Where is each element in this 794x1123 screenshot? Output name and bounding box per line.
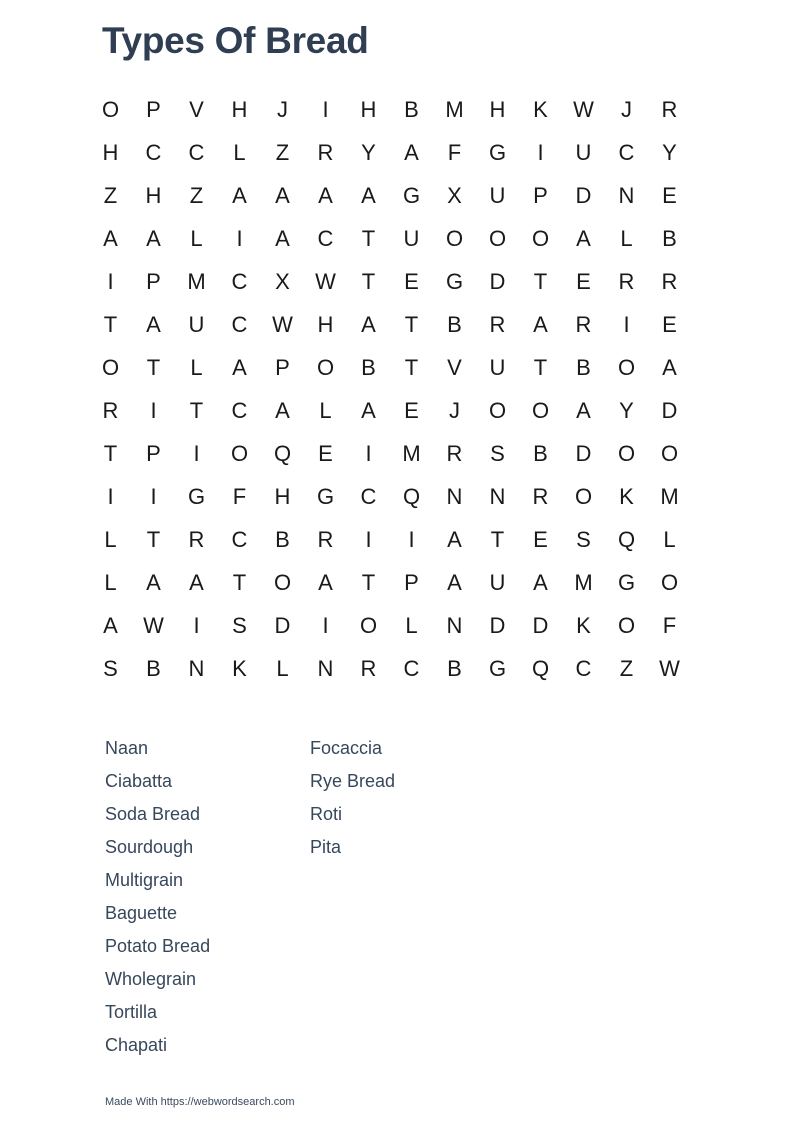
grid-letter[interactable]: G (316, 483, 335, 509)
grid-letter[interactable]: I (236, 225, 243, 251)
grid-letter[interactable]: W (573, 96, 594, 122)
grid-row (89, 131, 691, 174)
grid-row (89, 561, 691, 604)
grid-letter[interactable]: K (533, 96, 548, 122)
grid-letter[interactable]: M (402, 440, 421, 466)
grid-letter[interactable]: T (404, 354, 419, 380)
grid-letter[interactable]: S (103, 655, 118, 681)
grid-letter[interactable]: X (447, 182, 462, 208)
grid-letter[interactable]: M (445, 96, 464, 122)
word-list-column-1 (105, 736, 310, 1066)
grid-letter[interactable]: T (189, 397, 204, 423)
grid-letter[interactable]: L (104, 526, 117, 552)
grid-letter[interactable]: N (188, 655, 205, 681)
grid-letter[interactable]: U (188, 311, 205, 337)
grid-letter[interactable]: L (233, 139, 246, 165)
grid-letter[interactable]: E (404, 397, 419, 423)
grid-row (89, 432, 691, 475)
grid-letter[interactable]: M (574, 569, 593, 595)
grid-letter[interactable]: G (187, 483, 206, 509)
grid-letter[interactable]: L (405, 612, 418, 638)
grid-letter[interactable]: N (618, 182, 635, 208)
grid-letter[interactable]: A (146, 225, 161, 251)
grid-letter[interactable]: R (317, 526, 334, 552)
grid-letter[interactable]: L (663, 526, 676, 552)
grid-letter[interactable]: R (360, 655, 377, 681)
word-list-item: Rye Bread (310, 771, 396, 791)
grid-letter[interactable]: A (232, 354, 247, 380)
grid-letter[interactable]: T (232, 569, 247, 595)
grid-letter[interactable]: L (190, 225, 203, 251)
grid-letter[interactable]: A (103, 612, 118, 638)
grid-letter[interactable]: I (107, 268, 114, 294)
grid-letter[interactable]: A (533, 569, 548, 595)
grid-letter[interactable]: Q (402, 483, 421, 509)
grid-letter[interactable]: T (533, 354, 548, 380)
grid-letter[interactable]: T (103, 311, 118, 337)
grid-letter[interactable]: T (361, 268, 376, 294)
grid-letter[interactable]: C (145, 139, 162, 165)
grid-letter[interactable]: Q (531, 655, 550, 681)
grid-letter[interactable]: R (489, 311, 506, 337)
grid-letter[interactable]: Y (662, 139, 677, 165)
grid-letter[interactable]: F (662, 612, 677, 638)
grid-letter[interactable]: O (531, 225, 550, 251)
letter-grid (89, 88, 691, 690)
grid-letter[interactable]: S (490, 440, 505, 466)
grid-letter[interactable]: O (574, 483, 593, 509)
grid-letter[interactable]: A (318, 182, 333, 208)
grid-letter[interactable]: O (531, 397, 550, 423)
grid-letter[interactable]: E (404, 268, 419, 294)
footer-credit: Made With https://webwordsearch.com (105, 1096, 295, 1108)
grid-letter[interactable]: O (660, 569, 679, 595)
grid-letter[interactable]: D (661, 397, 678, 423)
grid-letter[interactable]: R (446, 440, 463, 466)
grid-letter[interactable]: D (489, 268, 506, 294)
grid-letter[interactable]: R (317, 139, 334, 165)
grid-letter[interactable]: R (661, 96, 678, 122)
grid-letter[interactable]: A (275, 182, 290, 208)
word-list-item: Baguette (105, 903, 178, 923)
word-list-item: Pita (310, 837, 342, 857)
grid-letter[interactable]: I (193, 612, 200, 638)
grid-letter[interactable]: A (189, 569, 204, 595)
grid-letter[interactable]: U (489, 354, 506, 380)
grid-letter[interactable]: B (275, 526, 290, 552)
grid-letter[interactable]: A (361, 397, 376, 423)
grid-letter[interactable]: B (447, 311, 462, 337)
grid-letter[interactable]: W (659, 655, 680, 681)
grid-letter[interactable]: Z (619, 655, 634, 681)
word-list-item: Focaccia (310, 738, 383, 758)
grid-letter[interactable]: D (489, 612, 506, 638)
grid-letter[interactable]: A (146, 569, 161, 595)
grid-letter[interactable]: D (575, 440, 592, 466)
word-list-item: Soda Bread (105, 804, 201, 824)
grid-letter[interactable]: C (231, 397, 248, 423)
grid-letter[interactable]: T (490, 526, 505, 552)
grid-letter[interactable]: B (146, 655, 161, 681)
grid-letter[interactable]: S (576, 526, 591, 552)
grid-letter[interactable]: O (273, 569, 292, 595)
grid-letter[interactable]: G (488, 139, 507, 165)
grid-letter[interactable]: Z (103, 182, 118, 208)
grid-letter[interactable]: R (188, 526, 205, 552)
grid-letter[interactable]: B (576, 354, 591, 380)
grid-letter[interactable]: Q (273, 440, 292, 466)
grid-letter[interactable]: L (319, 397, 332, 423)
grid-letter[interactable]: W (143, 612, 164, 638)
grid-letter[interactable]: U (489, 182, 506, 208)
grid-letter[interactable]: R (532, 483, 549, 509)
grid-letter[interactable]: T (361, 569, 376, 595)
word-list-item: Naan (105, 738, 149, 758)
grid-letter[interactable]: J (449, 397, 460, 423)
grid-row (89, 88, 691, 131)
grid-letter[interactable]: T (103, 440, 118, 466)
grid-letter[interactable]: T (533, 268, 548, 294)
grid-letter[interactable]: V (447, 354, 462, 380)
grid-letter[interactable]: O (617, 612, 636, 638)
grid-letter[interactable]: B (404, 96, 419, 122)
grid-letter[interactable]: I (537, 139, 544, 165)
grid-letter[interactable]: T (404, 311, 419, 337)
word-list-item: Chapati (105, 1035, 168, 1055)
grid-letter[interactable]: L (104, 569, 117, 595)
word-list-item: Tortilla (105, 1002, 158, 1022)
grid-letter[interactable]: N (317, 655, 334, 681)
grid-letter[interactable]: H (102, 139, 119, 165)
grid-letter[interactable]: C (231, 311, 248, 337)
grid-letter[interactable]: G (445, 268, 464, 294)
grid-letter[interactable]: I (193, 440, 200, 466)
grid-letter[interactable]: I (365, 440, 372, 466)
grid-letter[interactable]: A (447, 526, 462, 552)
grid-letter[interactable]: N (446, 483, 463, 509)
grid-row (89, 217, 691, 260)
grid-letter[interactable]: A (533, 311, 548, 337)
grid-row (89, 174, 691, 217)
grid-letter[interactable]: P (533, 182, 548, 208)
grid-row (89, 389, 691, 432)
grid-letter[interactable]: A (275, 397, 290, 423)
grid-letter[interactable]: M (187, 268, 206, 294)
grid-letter[interactable]: J (621, 96, 632, 122)
grid-letter[interactable]: D (274, 612, 291, 638)
grid-letter[interactable]: O (617, 440, 636, 466)
word-list-item: Wholegrain (105, 969, 197, 989)
grid-letter[interactable]: K (576, 612, 591, 638)
grid-letter[interactable]: I (150, 397, 157, 423)
grid-letter[interactable]: O (359, 612, 378, 638)
grid-letter[interactable]: T (146, 354, 161, 380)
grid-letter[interactable]: Q (617, 526, 636, 552)
grid-letter[interactable]: F (447, 139, 462, 165)
grid-letter[interactable]: C (618, 139, 635, 165)
grid-letter[interactable]: A (662, 354, 677, 380)
grid-letter[interactable]: R (102, 397, 119, 423)
grid-letter[interactable]: C (317, 225, 334, 251)
grid-letter[interactable]: E (662, 311, 677, 337)
grid-letter[interactable]: B (361, 354, 376, 380)
grid-row (89, 260, 691, 303)
grid-letter[interactable]: V (189, 96, 204, 122)
grid-letter[interactable]: A (103, 225, 118, 251)
grid-letter[interactable]: I (408, 526, 415, 552)
grid-letter[interactable]: T (361, 225, 376, 251)
grid-letter[interactable]: O (488, 225, 507, 251)
grid-letter[interactable]: Z (189, 182, 204, 208)
grid-letter[interactable]: U (403, 225, 420, 251)
grid-row (89, 475, 691, 518)
grid-letter[interactable]: O (445, 225, 464, 251)
grid-letter[interactable]: O (101, 354, 120, 380)
grid-letter[interactable]: N (446, 612, 463, 638)
grid-letter[interactable]: A (146, 311, 161, 337)
grid-letter[interactable]: A (361, 311, 376, 337)
grid-letter[interactable]: D (532, 612, 549, 638)
grid-letter[interactable]: G (402, 182, 421, 208)
grid-letter[interactable]: F (232, 483, 247, 509)
grid-letter[interactable]: L (276, 655, 289, 681)
grid-letter[interactable]: P (146, 96, 161, 122)
grid-letter[interactable]: R (575, 311, 592, 337)
grid-letter[interactable]: B (662, 225, 677, 251)
grid-letter[interactable]: H (317, 311, 334, 337)
grid-letter[interactable]: A (232, 182, 247, 208)
word-list-item: Potato Bread (105, 936, 211, 956)
grid-letter[interactable]: H (145, 182, 162, 208)
grid-letter[interactable]: R (661, 268, 678, 294)
word-list-item: Roti (310, 804, 343, 824)
grid-row (89, 346, 691, 389)
grid-letter[interactable]: O (660, 440, 679, 466)
grid-letter[interactable]: N (489, 483, 506, 509)
grid-letter[interactable]: H (274, 483, 291, 509)
word-list-item: Sourdough (105, 837, 194, 857)
grid-letter[interactable]: J (277, 96, 288, 122)
grid-letter[interactable]: I (365, 526, 372, 552)
grid-letter[interactable]: B (447, 655, 462, 681)
grid-letter[interactable]: A (447, 569, 462, 595)
grid-letter[interactable]: P (275, 354, 290, 380)
grid-letter[interactable]: I (150, 483, 157, 509)
grid-letter[interactable]: U (575, 139, 592, 165)
grid-letter[interactable]: S (232, 612, 247, 638)
grid-letter[interactable]: A (318, 569, 333, 595)
grid-letter[interactable]: Y (361, 139, 376, 165)
word-list-item: Ciabatta (105, 771, 173, 791)
grid-letter[interactable]: O (230, 440, 249, 466)
grid-letter[interactable]: K (232, 655, 247, 681)
grid-letter[interactable]: H (231, 96, 248, 122)
grid-row (89, 303, 691, 346)
grid-letter[interactable]: X (275, 268, 290, 294)
grid-letter[interactable]: C (403, 655, 420, 681)
grid-letter[interactable]: O (316, 354, 335, 380)
grid-letter[interactable]: T (146, 526, 161, 552)
word-list (105, 736, 515, 1066)
grid-letter[interactable]: Y (619, 397, 634, 423)
grid-letter[interactable]: E (318, 440, 333, 466)
grid-letter[interactable]: O (101, 96, 120, 122)
grid-letter[interactable]: M (660, 483, 679, 509)
grid-letter[interactable]: W (315, 268, 336, 294)
grid-row (89, 518, 691, 561)
grid-letter[interactable]: W (272, 311, 293, 337)
grid-letter[interactable]: D (575, 182, 592, 208)
grid-letter[interactable]: A (361, 182, 376, 208)
grid-letter[interactable]: A (576, 397, 591, 423)
grid-letter[interactable]: I (107, 483, 114, 509)
grid-letter[interactable]: H (360, 96, 377, 122)
grid-letter[interactable]: C (231, 268, 248, 294)
grid-letter[interactable]: P (146, 268, 161, 294)
grid-letter[interactable]: I (623, 311, 630, 337)
grid-letter[interactable]: G (488, 655, 507, 681)
grid-letter[interactable]: O (488, 397, 507, 423)
grid-letter[interactable]: E (533, 526, 548, 552)
grid-letter[interactable]: L (190, 354, 203, 380)
grid-letter[interactable]: P (404, 569, 419, 595)
grid-letter[interactable]: C (575, 655, 592, 681)
grid-letter[interactable]: I (322, 96, 329, 122)
grid-letter[interactable]: C (231, 526, 248, 552)
grid-letter[interactable]: E (576, 268, 591, 294)
grid-letter[interactable]: C (360, 483, 377, 509)
grid-row (89, 604, 691, 647)
grid-letter[interactable]: O (617, 354, 636, 380)
grid-letter[interactable]: I (322, 612, 329, 638)
grid-letter[interactable]: A (404, 139, 419, 165)
grid-letter[interactable]: L (620, 225, 633, 251)
grid-letter[interactable]: G (617, 569, 636, 595)
grid-letter[interactable]: R (618, 268, 635, 294)
grid-letter[interactable]: C (188, 139, 205, 165)
grid-letter[interactable]: B (533, 440, 548, 466)
grid-letter[interactable]: K (619, 483, 634, 509)
grid-letter[interactable]: H (489, 96, 506, 122)
grid-letter[interactable]: P (146, 440, 161, 466)
word-list-item: Multigrain (105, 870, 184, 890)
grid-letter[interactable]: E (662, 182, 677, 208)
grid-letter[interactable]: Z (275, 139, 290, 165)
page-title: Types Of Bread (102, 20, 369, 61)
grid-letter[interactable]: A (576, 225, 591, 251)
grid-row (89, 647, 691, 690)
word-list-column-2 (310, 736, 515, 1066)
grid-letter[interactable]: U (489, 569, 506, 595)
grid-letter[interactable]: A (275, 225, 290, 251)
